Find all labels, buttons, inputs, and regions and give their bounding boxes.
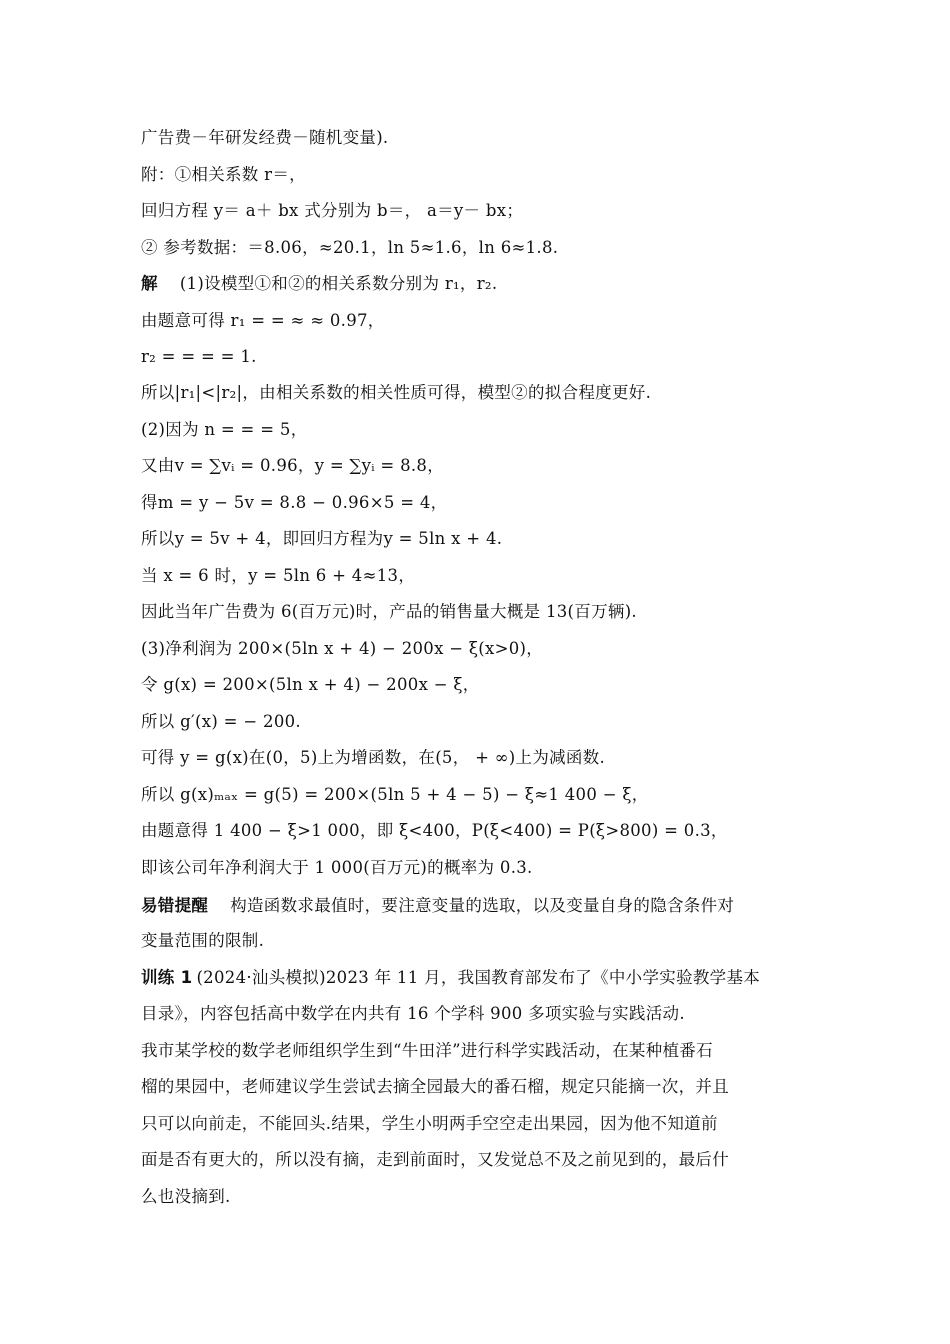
text-line: 令 g(x) = 200×(5ln x + 4) − 200x − ξ， xyxy=(141,675,480,694)
text-line: 面是否有更大的，所以没有摘，走到前面时，又发觉总不及之前见到的，最后什 xyxy=(141,1150,729,1169)
text-span: (1)设模型①和②的相关系数分别为 r₁，r₂. xyxy=(179,274,498,293)
text-line: 所以 g(x)ₘₐₓ = g(5) = 200×(5ln 5 + 4 − 5) − ξ≈1 400 − ξ， xyxy=(141,785,649,804)
text-span: (2024·汕头模拟)2023 年 11 月，我国教育部发布了《中小学实验教学基本 xyxy=(196,968,761,987)
text-line: 因此当年广告费为 6(百万元)时，产品的销售量大概是 13(百万辆). xyxy=(141,602,637,621)
text-line: ② 参考数据：＝8.06，≈20.1，ln 5≈1.6，ln 6≈1.8. xyxy=(141,238,559,257)
solution-line xyxy=(141,273,497,295)
text-line: 由题意可得 r₁ = = ≈ ≈ 0.97， xyxy=(141,311,385,330)
text-line: 当 x = 6 时，y = 5ln 6 + 4≈13， xyxy=(141,566,416,585)
text-line: 附：①相关系数 r＝， xyxy=(141,165,306,184)
text-line: (2)因为 n = = = 5， xyxy=(141,420,308,439)
pitfall-label: 易错提醒 xyxy=(141,896,209,915)
text-line: 得m = y − 5v = 8.8 − 0.96×5 = 4， xyxy=(141,493,448,512)
pitfall-line xyxy=(141,895,734,917)
text-line: 回归方程 y＝ a＋ bx 式分别为 b＝， a＝y－ bx； xyxy=(141,201,524,220)
text-line: 所以y = 5v + 4，即回归方程为y = 5ln x + 4. xyxy=(141,529,503,548)
text-line: r₂ = = = = 1. xyxy=(141,347,257,366)
text-line: 榴的果园中，老师建议学生尝试去摘全园最大的番石榴，规定只能摘一次，并且 xyxy=(141,1077,729,1096)
text-line: 即该公司年净利润大于 1 000(百万元)的概率为 0.3. xyxy=(141,858,533,877)
text-line: 变量范围的限制. xyxy=(141,931,265,950)
text-line: 么也没摘到. xyxy=(141,1187,231,1206)
training-label: 训练 1 xyxy=(141,968,193,987)
text-span: 构造函数求最值时，要注意变量的选取，以及变量自身的隐含条件对 xyxy=(230,896,735,915)
text-line: 广告费－年研发经费－随机变量). xyxy=(141,128,389,147)
training-line xyxy=(141,967,760,989)
text-line: 目录》，内容包括高中数学在内共有 16 个学科 900 多项实验与实践活动. xyxy=(141,1004,685,1023)
text-line: 我市某学校的数学老师组织学生到“牛田洋”进行科学实践活动，在某种植番石 xyxy=(141,1041,713,1060)
text-line: 所以 g′(x) = − 200. xyxy=(141,712,301,731)
text-line: 由题意得 1 400 − ξ>1 000，即 ξ<400，P(ξ<400) = P(ξ>800) = 0.3， xyxy=(141,821,728,840)
text-line: (3)净利润为 200×(5ln x + 4) − 200x − ξ(x>0)， xyxy=(141,639,544,658)
text-line: 可得 y = g(x)在(0，5)上为增函数，在(5， + ∞)上为减函数. xyxy=(141,748,606,767)
solution-label: 解 xyxy=(141,274,158,293)
text-line: 只可以向前走，不能回头.结果，学生小明两手空空走出果园，因为他不知道前 xyxy=(141,1114,718,1133)
text-line: 又由v = ∑vᵢ = 0.96，y = ∑yᵢ = 8.8， xyxy=(141,456,445,475)
text-line: 所以|r₁|<|r₂|，由相关系数的相关性质可得，模型②的拟合程度更好. xyxy=(141,383,652,402)
